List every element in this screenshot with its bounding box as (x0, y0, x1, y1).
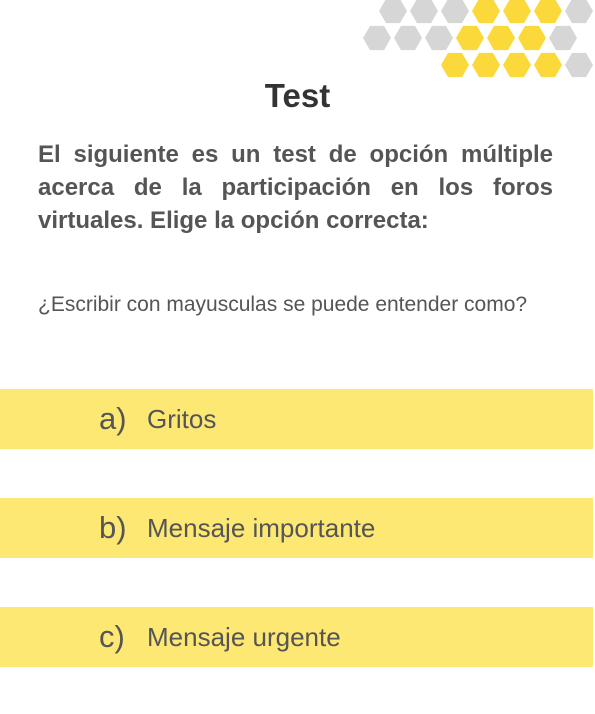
honeycomb-cell (456, 26, 484, 50)
honeycomb-cell (534, 53, 562, 77)
honeycomb-cell (565, 53, 593, 77)
honeycomb-cell (410, 0, 438, 23)
honeycomb-cell (503, 0, 531, 23)
honeycomb-cell (425, 26, 453, 50)
honeycomb-cell (503, 53, 531, 77)
honeycomb-cell (549, 26, 577, 50)
answer-option-b[interactable] (0, 498, 593, 558)
honeycomb-cell (441, 0, 469, 23)
honeycomb-cell (394, 26, 422, 50)
honeycomb-cell (472, 53, 500, 77)
honeycomb-cell (534, 0, 562, 23)
honeycomb-cell (441, 53, 469, 77)
answer-option-c[interactable] (0, 607, 593, 667)
option-label: Gritos (147, 403, 217, 434)
honeycomb-cell (518, 26, 546, 50)
option-label: Mensaje importante (147, 512, 376, 543)
honeycomb-cell (472, 0, 500, 23)
honeycomb-cell (565, 0, 593, 23)
answer-option-a[interactable] (0, 389, 593, 449)
honeycomb-cell (487, 26, 515, 50)
option-letter: a) (99, 401, 127, 436)
option-letter: b) (99, 510, 127, 545)
page-title: Test (264, 77, 331, 114)
option-label: Mensaje urgente (147, 621, 341, 652)
honeycomb-cell (379, 0, 407, 23)
option-letter: c) (99, 619, 125, 654)
question-text: ¿Escribir con mayusculas se puede entender como? (38, 293, 528, 316)
intro-text: El siguiente es un test de opción múltiple acerca de la participación en los foros virtuales. Elige la opción correcta: (38, 141, 553, 234)
honeycomb-cell (363, 26, 391, 50)
